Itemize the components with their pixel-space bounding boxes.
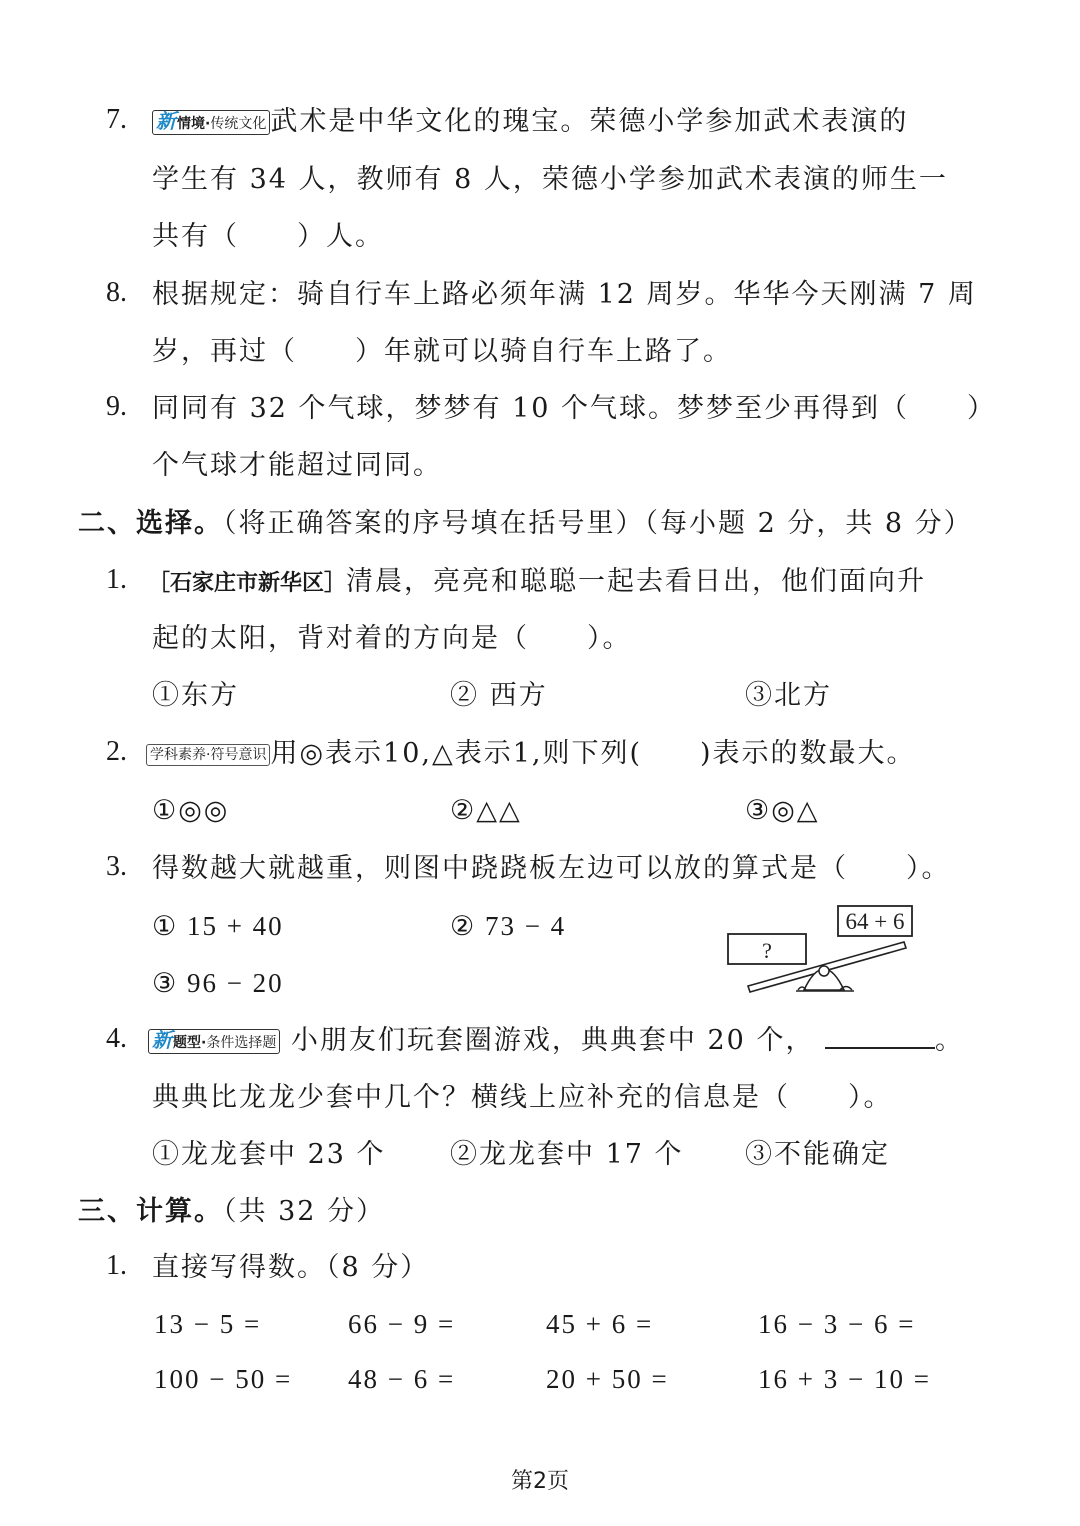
calc-item: 45 + 6 = [546, 1309, 654, 1339]
question-number: 1. [106, 564, 127, 595]
option-1: ①东方 [152, 680, 239, 711]
right-box-label: 64 + 6 [845, 909, 905, 934]
left-box-label: ? [762, 938, 772, 963]
question-7-line-3: 共有（ ）人。 [152, 221, 384, 252]
question-number: 4. [106, 1023, 127, 1054]
section-2-heading: 二、选择。（将正确答案的序号填在括号里）（每小题 2 分，共 8 分） [78, 508, 973, 539]
question-8-line-1: 根据规定：骑自行车上路必须年满 12 周岁。华华今天刚满 7 周 [152, 279, 977, 310]
page-number: 第2页 [511, 1469, 569, 1494]
option-3: ③不能确定 [745, 1139, 890, 1170]
calc-item: 66 − 9 = [348, 1309, 456, 1339]
s2-question-4-line-1: 新题型·条件选择题 小朋友们玩套圈游戏，典典套中 20 个， 。 [148, 1023, 964, 1059]
question-number: 2. [106, 736, 127, 767]
fill-in-blank[interactable] [825, 1023, 935, 1049]
s3-question-1-text: 直接写得数。（8 分） [152, 1252, 430, 1283]
s2-question-4-line-2: 典典比龙龙少套中几个？横线上应补充的信息是（ ）。 [152, 1082, 893, 1113]
calc-item: 100 − 50 = [154, 1364, 293, 1394]
s2-question-2-line-1: 学科素养·符号意识 用◎表示10,△表示1,则下列( )表示的数最大。 [146, 736, 916, 772]
category-tag: 学科素养·符号意识 [146, 744, 270, 766]
category-tag: 新题型·条件选择题 [148, 1029, 280, 1054]
option-1: ①龙龙套中 23 个 [152, 1139, 386, 1170]
question-number: 9. [106, 391, 127, 422]
s2-question-1-line-2: 起的太阳，背对着的方向是（ ）。 [152, 623, 632, 654]
question-number: 7. [106, 104, 127, 135]
pivot-bolt [819, 966, 829, 976]
option-3: ③北方 [745, 680, 832, 711]
question-7-line-2: 学生有 34 人，教师有 8 人，荣德小学参加武术表演的师生一 [152, 164, 948, 195]
option-2: ② 73 − 4 [450, 911, 567, 941]
calc-item: 48 − 6 = [348, 1364, 456, 1394]
source-tag: ［石家庄市新华区］ [148, 571, 347, 596]
question-number: 3. [106, 851, 127, 882]
calc-item: 13 − 5 = [154, 1309, 262, 1339]
option-1: ① 15 + 40 [152, 911, 284, 941]
question-7-line-1: 新情境·传统文化 武术是中华文化的瑰宝。荣德小学参加武术表演的 [152, 104, 908, 140]
option-1: ①◎◎ [152, 795, 230, 826]
option-2: ② 西方 [450, 680, 548, 711]
seesaw-illustration [720, 898, 920, 998]
question-8-line-2: 岁，再过（ ）年就可以骑自行车上路了。 [152, 336, 732, 367]
s2-question-3-line-1: 得数越大就越重，则图中跷跷板左边可以放的算式是（ ）。 [152, 853, 951, 884]
calc-item: 20 + 50 = [546, 1364, 669, 1394]
calc-item: 16 + 3 − 10 = [758, 1364, 931, 1394]
question-9-line-2: 个气球才能超过同同。 [152, 450, 442, 481]
question-9-line-1: 同同有 32 个气球，梦梦有 10 个气球。梦梦至少再得到（ ） [152, 393, 997, 424]
question-number: 8. [106, 277, 127, 308]
option-3: ③◎△ [745, 795, 820, 826]
option-3: ③ 96 − 20 [152, 968, 284, 998]
section-3-heading: 三、计算。（共 32 分） [78, 1196, 386, 1227]
option-2: ②龙龙套中 17 个 [450, 1139, 684, 1170]
category-tag: 新情境·传统文化 [152, 110, 270, 135]
calc-item: 16 − 3 − 6 = [758, 1309, 916, 1339]
option-2: ②△△ [450, 795, 522, 826]
question-number: 1. [106, 1250, 127, 1281]
s2-question-1-line-1: ［石家庄市新华区］清晨，亮亮和聪聪一起去看日出，他们面向升 [148, 566, 927, 597]
